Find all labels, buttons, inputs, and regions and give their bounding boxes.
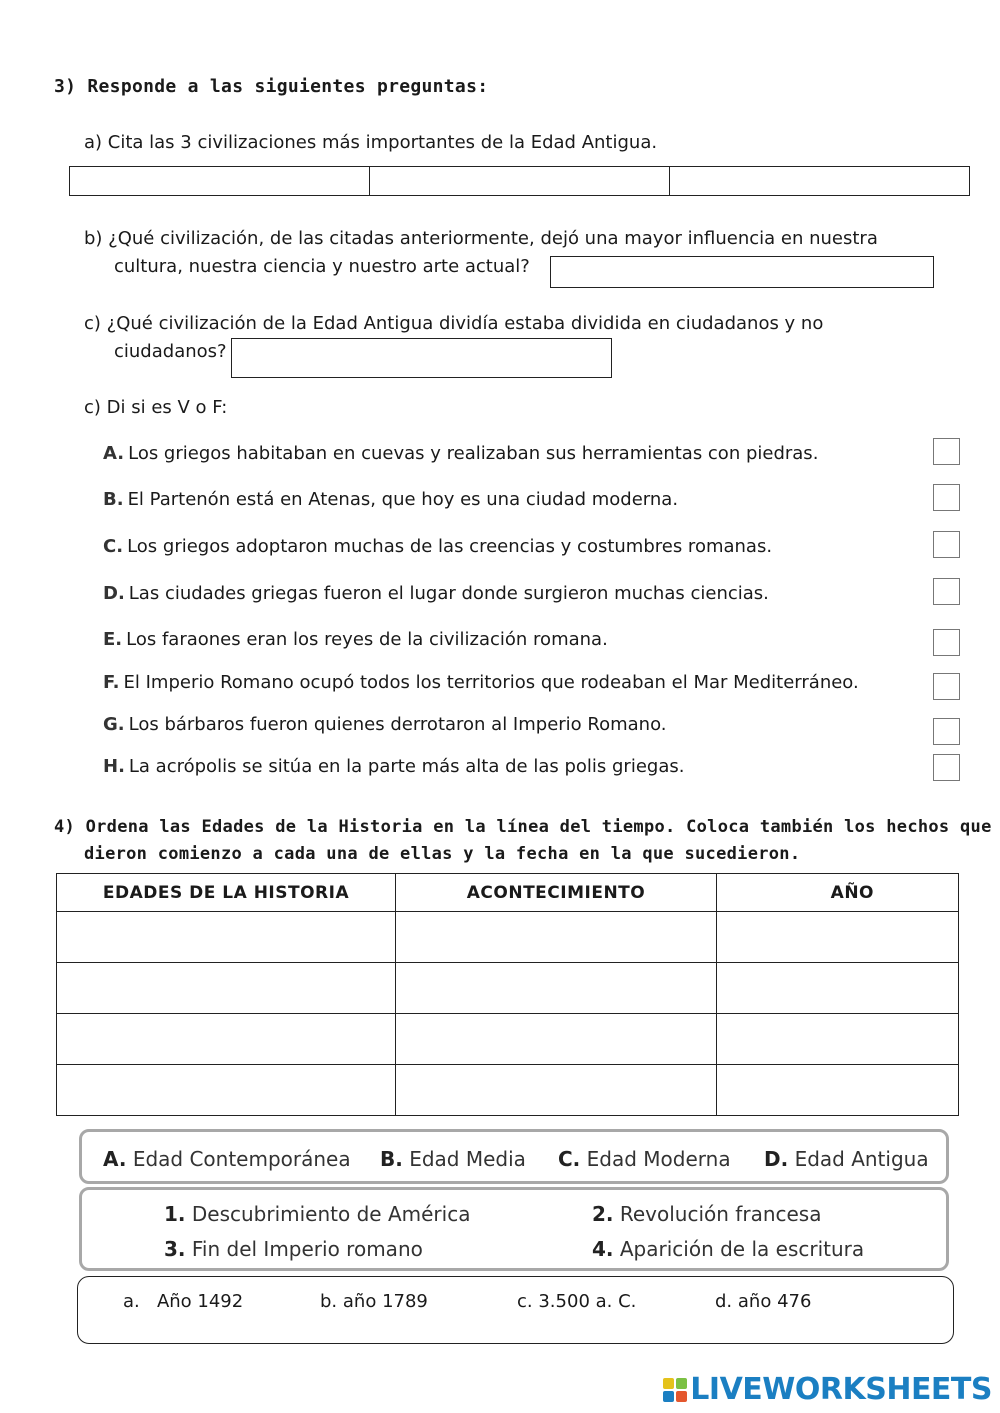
liveworksheets-logo[interactable]	[663, 1372, 992, 1407]
header-ages: EDADES DE LA HISTORIA	[57, 874, 396, 912]
question-3b-line2: cultura, nuestra ciencia y nuestro arte actual?	[114, 256, 530, 277]
true-false-title: c) Di si es V o F:	[84, 397, 228, 418]
event-option-1: 1. Descubrimiento de América	[164, 1202, 471, 1226]
vf-item-d: D. Las ciudades griegas fueron el lugar donde surgieron muchas ciencias.	[103, 583, 769, 604]
table-row	[57, 963, 959, 1014]
age-cell[interactable]	[57, 1014, 396, 1065]
events-panel	[79, 1187, 949, 1271]
question-3b-line1: b) ¿Qué civilización, de las citadas anteriormente, dejó una mayor influencia en nuestra	[84, 228, 878, 249]
age-cell[interactable]	[57, 1065, 396, 1116]
vf-checkbox-b[interactable]	[933, 484, 960, 511]
history-table	[56, 873, 959, 1116]
year-cell[interactable]	[717, 1065, 959, 1116]
header-year: AÑO	[717, 874, 959, 912]
liveworksheets-logo-text: LIVEWORKSHEETS	[690, 1372, 992, 1407]
event-option-2: 2. Revolución francesa	[592, 1202, 822, 1226]
year-option-c: c. 3.500 a. C.	[517, 1291, 637, 1312]
event-cell[interactable]	[396, 912, 717, 963]
question-3c-line2: ciudadanos?	[114, 341, 227, 362]
age-cell[interactable]	[57, 912, 396, 963]
year-option-a: a. Año 1492	[123, 1291, 244, 1312]
civilization-input-1[interactable]	[69, 166, 370, 196]
years-panel	[77, 1276, 954, 1344]
age-cell[interactable]	[57, 963, 396, 1014]
vf-item-b: B. El Partenón está en Atenas, que hoy es una ciudad moderna.	[103, 489, 679, 510]
vf-item-c: C. Los griegos adoptaron muchas de las creencias y costumbres romanas.	[103, 536, 773, 557]
event-cell[interactable]	[396, 1065, 717, 1116]
year-option-d: d. año 476	[715, 1291, 812, 1312]
vf-item-h: H. La acrópolis se sitúa en la parte más alta de las polis griegas.	[103, 756, 685, 777]
liveworksheets-logo-icon	[663, 1378, 687, 1402]
event-cell[interactable]	[396, 963, 717, 1014]
table-row	[57, 912, 959, 963]
year-cell[interactable]	[717, 912, 959, 963]
civilization-input-3[interactable]	[669, 166, 970, 196]
citizens-answer-input[interactable]	[231, 338, 612, 378]
year-cell[interactable]	[717, 1014, 959, 1065]
vf-item-g: G. Los bárbaros fueron quienes derrotaron al Imperio Romano.	[103, 714, 667, 735]
header-event: ACONTECIMIENTO	[396, 874, 717, 912]
vf-checkbox-c[interactable]	[933, 531, 960, 558]
question-4-title-line1: 4) Ordena las Edades de la Historia en la línea del tiempo. Coloca también los hechos que	[54, 817, 992, 837]
age-option-d: D. Edad Antigua	[764, 1147, 929, 1171]
year-option-b: b. año 1789	[320, 1291, 428, 1312]
vf-checkbox-f[interactable]	[933, 673, 960, 700]
ages-panel	[79, 1129, 949, 1184]
event-option-3: 3. Fin del Imperio romano	[164, 1237, 423, 1261]
question-4-title-line2: dieron comienzo a cada una de ellas y la fecha en la que sucedieron.	[84, 844, 801, 864]
event-cell[interactable]	[396, 1014, 717, 1065]
vf-item-a: A. Los griegos habitaban en cuevas y realizaban sus herramientas con piedras.	[103, 443, 819, 464]
table-row	[57, 1065, 959, 1116]
vf-checkbox-h[interactable]	[933, 754, 960, 781]
influence-answer-input[interactable]	[550, 256, 934, 288]
age-option-b: B. Edad Media	[380, 1147, 526, 1171]
question-3c-line1: c) ¿Qué civilización de la Edad Antigua dividía estaba dividida en ciudadanos y no	[84, 313, 824, 334]
question-3a-text: a) Cita las 3 civilizaciones más importantes de la Edad Antigua.	[84, 132, 658, 153]
question-3-title: 3) Responde a las siguientes preguntas:	[54, 76, 489, 97]
vf-checkbox-d[interactable]	[933, 578, 960, 605]
civilization-input-2[interactable]	[369, 166, 670, 196]
vf-checkbox-a[interactable]	[933, 438, 960, 465]
age-option-a: A. Edad Contemporánea	[103, 1147, 351, 1171]
age-option-c: C. Edad Moderna	[558, 1147, 731, 1171]
event-option-4: 4. Aparición de la escritura	[592, 1237, 865, 1261]
vf-item-f: F. El Imperio Romano ocupó todos los territorios que rodeaban el Mar Mediterráneo.	[103, 672, 859, 693]
vf-checkbox-g[interactable]	[933, 718, 960, 745]
table-row	[57, 1014, 959, 1065]
vf-checkbox-e[interactable]	[933, 629, 960, 656]
vf-item-e: E. Los faraones eran los reyes de la civilización romana.	[103, 629, 608, 650]
year-cell[interactable]	[717, 963, 959, 1014]
